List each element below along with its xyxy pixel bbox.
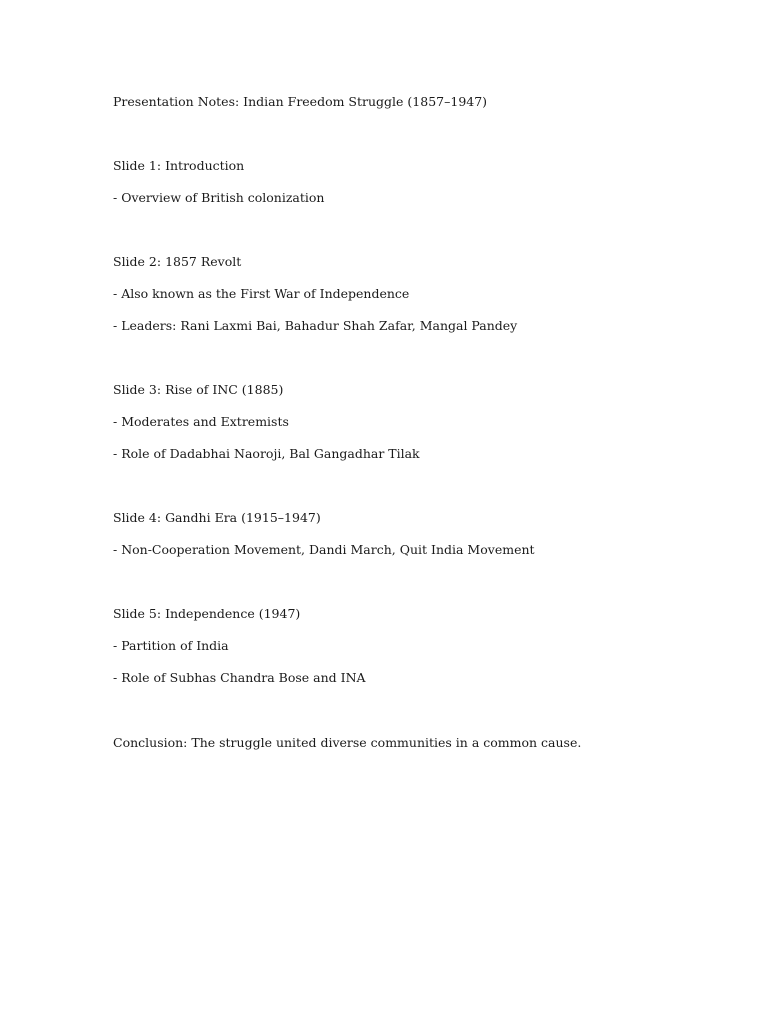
slide-5-heading: Slide 5: Independence (1947) bbox=[113, 606, 301, 621]
slide-2-bullet-1: - Also known as the First War of Independence bbox=[113, 286, 410, 301]
slide-4-heading: Slide 4: Gandhi Era (1915–1947) bbox=[113, 510, 321, 525]
slide-2-heading: Slide 2: 1857 Revolt bbox=[113, 254, 242, 269]
slide-5-bullet-2: - Role of Subhas Chandra Bose and INA bbox=[113, 670, 366, 685]
slide-3-bullet-1: - Moderates and Extremists bbox=[113, 414, 289, 429]
slide-2-bullet-2: - Leaders: Rani Laxmi Bai, Bahadur Shah Zafar, Mangal Pandey bbox=[113, 318, 518, 333]
slide-3-heading: Slide 3: Rise of INC (1885) bbox=[113, 382, 284, 397]
slide-3-bullet-2: - Role of Dadabhai Naoroji, Bal Gangadhar Tilak bbox=[113, 446, 420, 461]
slide-1-heading: Slide 1: Introduction bbox=[113, 158, 245, 173]
slide-4-bullet-1: - Non-Cooperation Movement, Dandi March, Quit India Movement bbox=[113, 542, 535, 557]
slide-5-bullet-1: - Partition of India bbox=[113, 638, 229, 653]
conclusion-text: Conclusion: The struggle united diverse communities in a common cause. bbox=[113, 735, 582, 750]
document-title: Presentation Notes: Indian Freedom Struggle (1857–1947) bbox=[113, 94, 488, 109]
slide-1-bullet-1: - Overview of British colonization bbox=[113, 190, 325, 205]
